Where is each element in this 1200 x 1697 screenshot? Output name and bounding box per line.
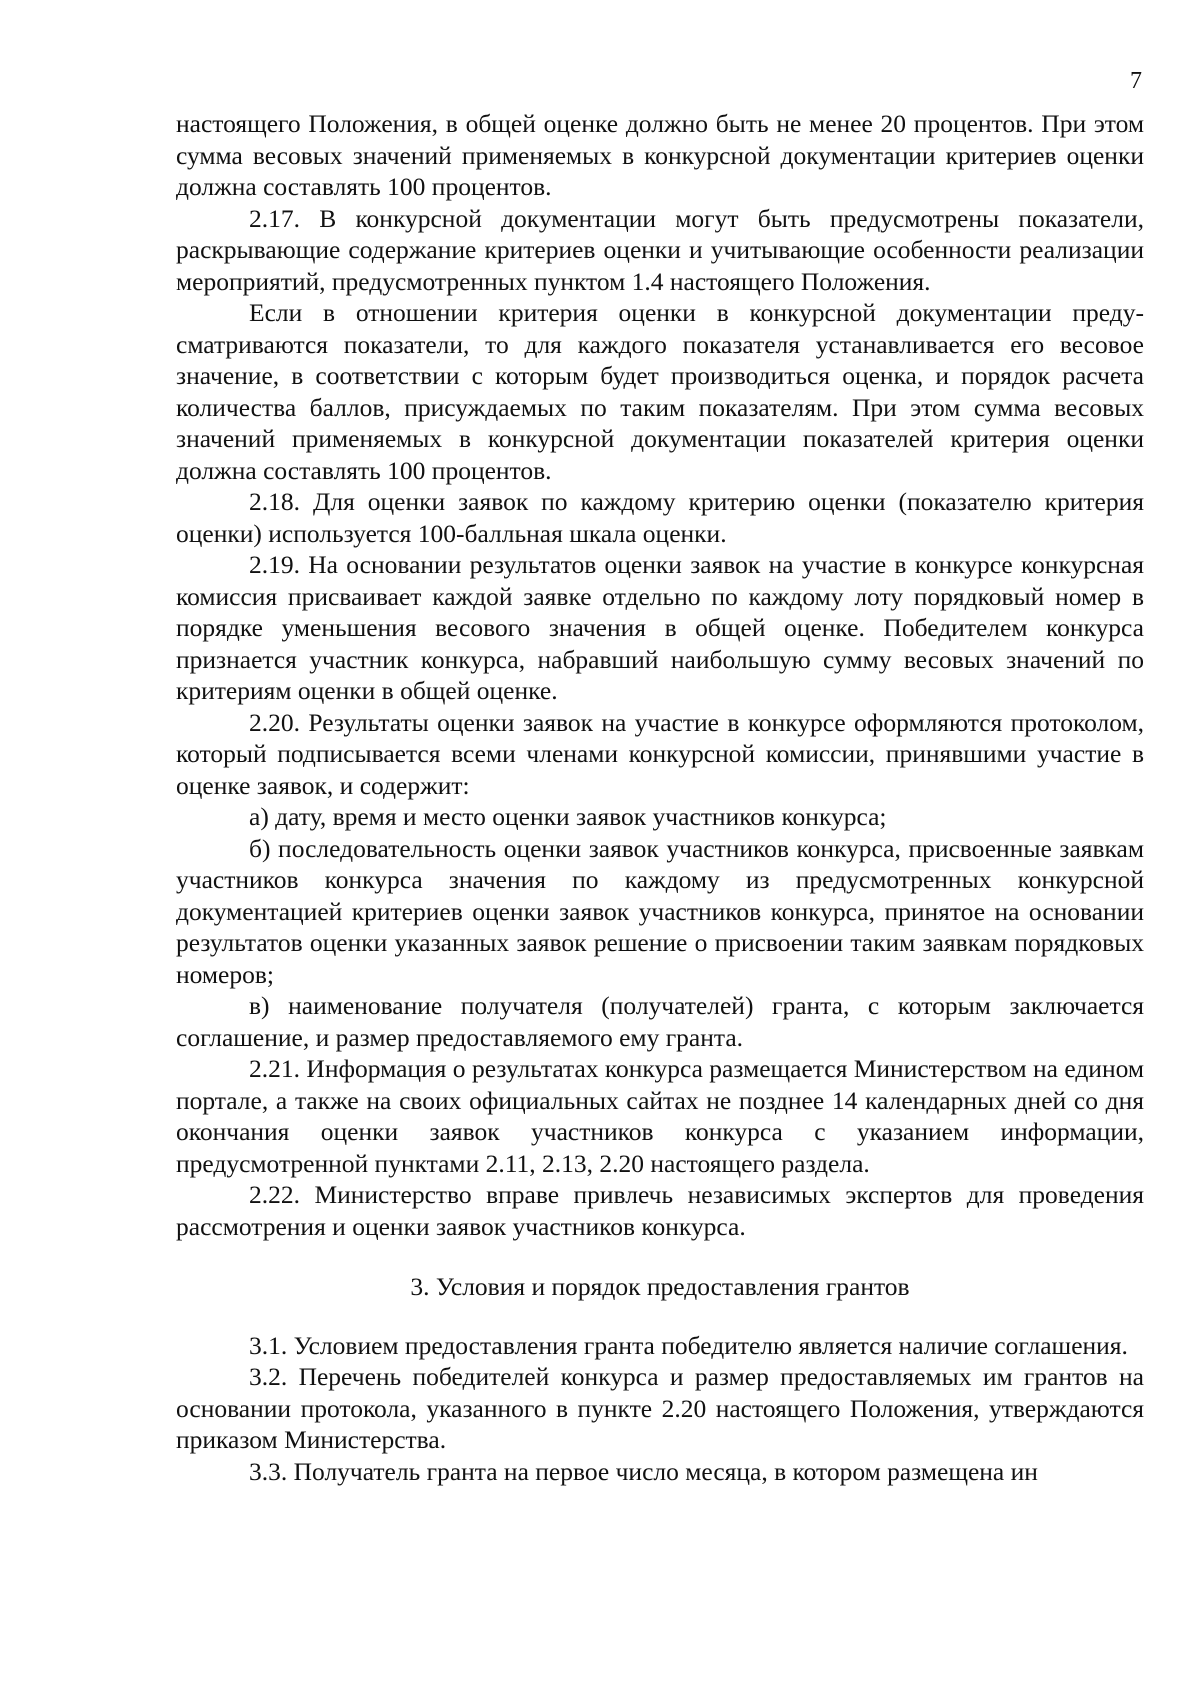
list-item-v: в) наименование получателя (получателей) гранта, с которым заключается соглашение, и размер предоставляемого ему гранта. bbox=[176, 991, 1144, 1052]
document-body bbox=[176, 108, 1144, 1487]
list-item-a: а) дату, время и место оценки заявок участников конкурса; bbox=[249, 802, 887, 831]
section-heading: 3. Условия и порядок предоставления грантов bbox=[410, 1272, 910, 1301]
paragraph-2-17-indicators: Если в отношении критерия оценки в конкурсной документации предусматриваются показатели, то для каждого показателя устанавливается его весовое значение, в соответствии с которым будет производиться оценка, и порядок расчета количества баллов, присуждаемых по таким показателям. При этом сумма весовых значений применяемых в конкурсной документации показателей критерия оценки должна составлять 100 процентов. bbox=[176, 298, 1144, 485]
paragraph-3-3: 3.3. Получатель гранта на первое число месяца, в котором размещена ин bbox=[249, 1456, 1038, 1486]
paragraph-2-17: 2.17. В конкурсной документации могут быть предусмотрены показатели, раскрывающие содержание критериев оценки и учитывающие особенности реализации мероприятий, предусмотренных пунктом 1.4 настоящего Положения. bbox=[176, 203, 1144, 296]
paragraph-2-20: 2.20. Результаты оценки заявок на участие в конкурсе оформляются протоколом, который подписывается всеми членами конкурсной комиссии, принявшими участие в оценке заявок, и содержит: bbox=[176, 707, 1144, 800]
paragraph-2-22: 2.22. Министерство вправе привлечь независимых экспертов для проведения рассмотрения и оценки заявок участников конкурса. bbox=[176, 1180, 1144, 1241]
page-number: 7 bbox=[1130, 68, 1142, 94]
paragraph-continuation: настоящего Положения, в общей оценке должно быть не менее 20 процентов. При этом сумма весовых значений применяемых в конкурсной документации критериев оценки должна составлять 100 процентов. bbox=[176, 109, 1144, 201]
paragraph-3-1: 3.1. Условием предоставления гранта победителю является наличие соглашения. bbox=[249, 1330, 1128, 1360]
paragraph-2-21: 2.21. Информация о результатах конкурса размещается Министерством на едином портале, а также на своих официальных сайтах не позднее 14 календарных дней со дня окончания оценки заявок участников конкурса с указанием информации, предусмотренной пунктами 2.11, 2.13, 2.20 настоящего раздела. bbox=[176, 1054, 1144, 1178]
paragraph-2-18: 2.18. Для оценки заявок по каждому критерию оценки (показателю критерия оценки) используется 100-балльная шкала оценки. bbox=[176, 487, 1144, 548]
paragraph-3-2: 3.2. Перечень победителей конкурса и размер предоставляемых им грантов на основании протокола, указанного в пункте 2.20 настоящего Положения, утверждаются приказом Министерства. bbox=[176, 1362, 1144, 1454]
paragraph-2-19: 2.19. На основании результатов оценки заявок на участие в конкурсе конкурсная комиссия присваивает каждой заявке отдельно по каждому лоту порядковый номер в порядке уменьшения весового значения в общей оценке. Победителем конкурса признается участник конкурса, набравший наибольшую сумму весовых значений по критериям оценки в общей оценке. bbox=[176, 550, 1144, 705]
list-item-b: б) последовательность оценки заявок участников конкурса, присвоенные заявкам участников конкурса значения по каждому из предусмотренных конкурсной документацией критериев оценки заявок участников конкурса, принятое на основании результатов оценки указанных заявок решение о присвоении таким заявкам порядковых номеров; bbox=[176, 833, 1144, 989]
